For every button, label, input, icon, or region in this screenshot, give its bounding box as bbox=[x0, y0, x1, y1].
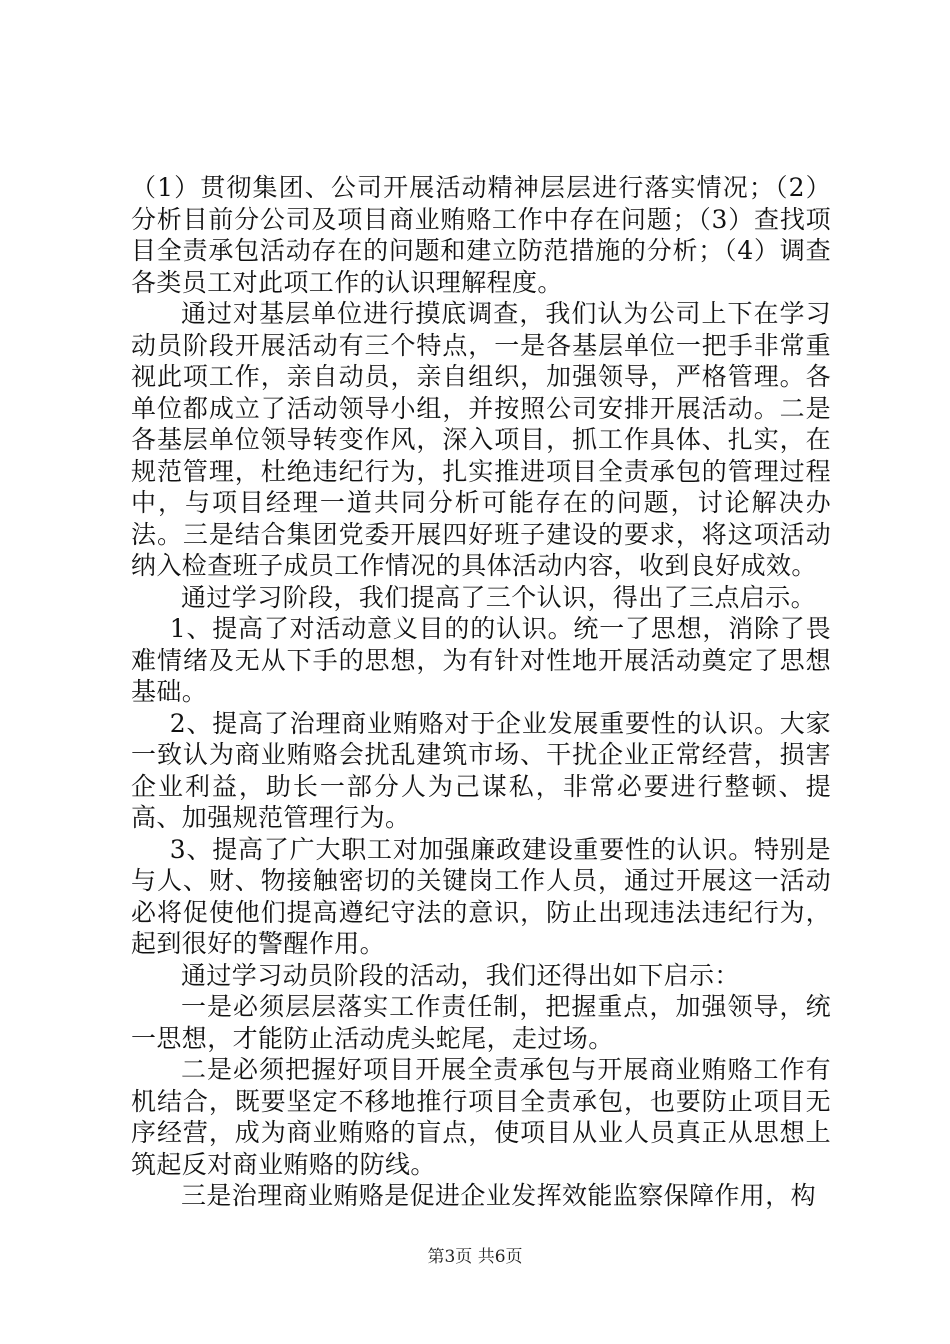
paragraph-insight-3: 三是治理商业贿赂是促进企业发挥效能监察保障作用，构 bbox=[181, 1181, 817, 1210]
paragraph-insight-2: 二是必须把握好项目开展全责承包与开展商业贿赂工作有机结合，既要坚定不移地推行项目全责承包，也要防止项目无序经营，成为商业贿赂的盲点，使项目从业人员真正从思想上筑起反对商业贿赂的防线。 bbox=[131, 1055, 831, 1179]
document-body bbox=[131, 172, 831, 1212]
paragraph-understanding-1: 1、提高了对活动意义目的的认识。统一了思想，消除了畏难情绪及无从下手的思想，为有针对性地开展活动奠定了思想基础。 bbox=[131, 614, 831, 706]
paragraph-three-understandings: 通过学习阶段，我们提高了三个认识，得出了三点启示。 bbox=[181, 582, 817, 612]
paragraph-understanding-3: 3、提高了广大职工对加强廉政建设重要性的认识。特别是与人、财、物接触密切的关键岗工作人员，通过开展这一活动必将促使他们提高遵纪守法的意识，防止出现违法违纪行为，起到很好的警醒作用。 bbox=[131, 834, 831, 958]
paragraph-understanding-2: 2、提高了治理商业贿赂对于企业发展重要性的认识。大家一致认为商业贿赂会扰乱建筑市场、干扰企业正常经营，损害企业利益，助长一部分人为己谋私，非常必要进行整顿、提高、加强规范管理行为。 bbox=[131, 708, 831, 832]
page-number-label: 第3页 共6页 bbox=[427, 1247, 523, 1267]
paragraph-insights-intro: 通过学习动员阶段的活动，我们还得出如下启示： bbox=[181, 960, 740, 990]
page-footer bbox=[0, 1247, 950, 1267]
paragraph-three-features: 通过对基层单位进行摸底调查，我们认为公司上下在学习动员阶段开展活动有三个特点，一是各基层单位一把手非常重视此项工作，亲自动员，亲自组织，加强领导，严格管理。各单位都成立了活动领导小组，并按照公司安排开展活动。二是各基层单位领导转变作风，深入项目，抓工作具体、扎实，在规范管理，杜绝违纪行为，扎实推进项目全责承包的管理过程中，与项目经理一道共同分析可能存在的问题，讨论解决办法。三是结合集团党委开展四好班子建设的要求，将这项活动纳入检查班子成员工作情况的具体活动内容，收到良好成效。 bbox=[131, 299, 831, 580]
paragraph-insight-1: 一是必须层层落实工作责任制，把握重点，加强领导，统一思想，才能防止活动虎头蛇尾，走过场。 bbox=[131, 992, 831, 1053]
paragraph-survey-items: （1）贯彻集团、公司开展活动精神层层进行落实情况；（2）分析目前分公司及项目商业贿赂工作中存在问题；（3）查找项目全责承包活动存在的问题和建立防范措施的分析；（4）调查各类员工对此项工作的认识理解程度。 bbox=[131, 173, 831, 297]
